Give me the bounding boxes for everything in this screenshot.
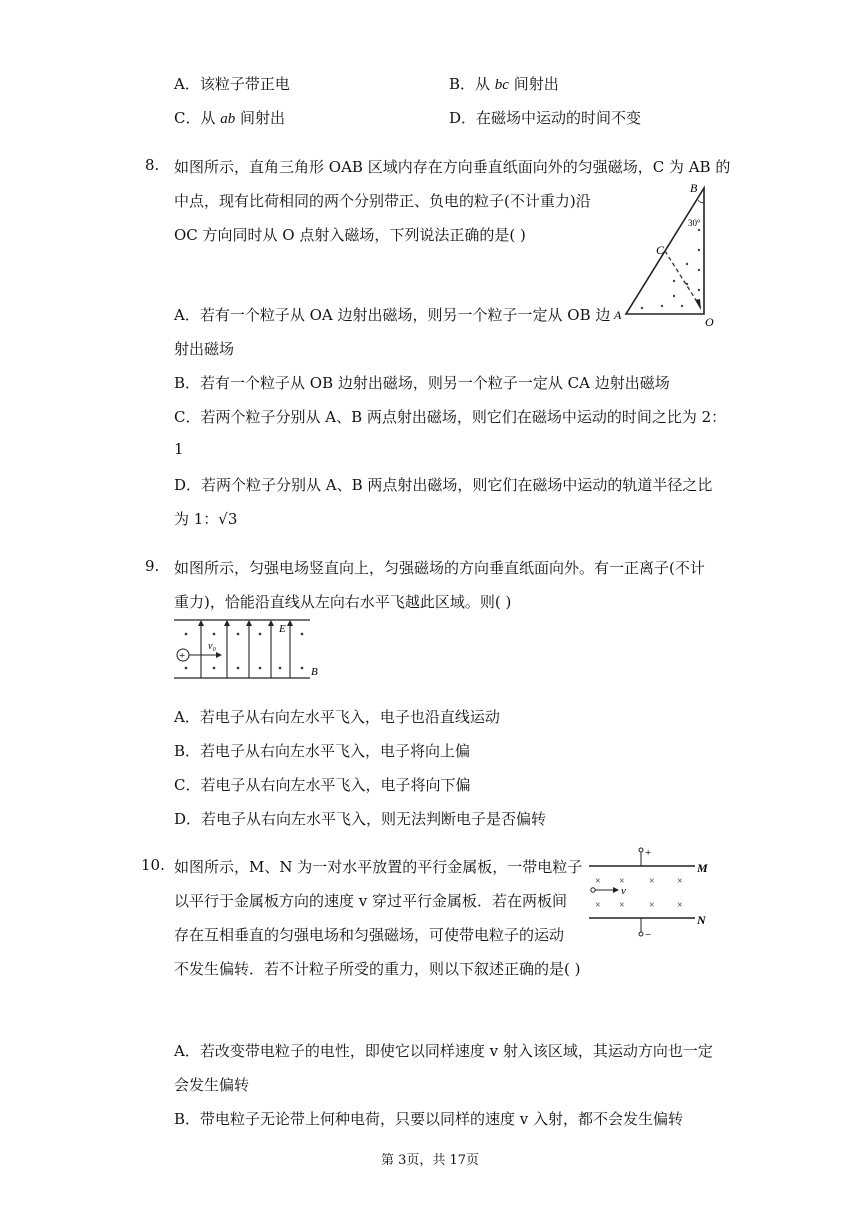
- q9-label-v0: v₀: [208, 641, 216, 652]
- q10-stem-line4: 不发生偏转．若不计粒子所受的重力，则以下叙述正确的是( ): [174, 960, 581, 978]
- q10-option-a-line1: A．若改变带电粒子的电性，即使它以同样速度 v 射入该区域，其运动方向也一定: [174, 1042, 713, 1060]
- q9-option-b: B．若电子从右向左水平飞入，电子将向上偏: [174, 742, 471, 760]
- q9-label-e: E: [279, 623, 286, 635]
- q9-label-b: B: [311, 666, 318, 678]
- q10-stem-line2: 以平行于金属板方向的速度 v 穿过平行金属板．若在两板间: [174, 892, 568, 910]
- q8-triangle-figure: [612, 178, 718, 330]
- q9-label-plus: +: [179, 650, 186, 662]
- q8-label-o: O: [705, 315, 714, 329]
- svg-text:×: ×: [649, 876, 655, 887]
- svg-text:×: ×: [595, 900, 601, 911]
- q8-label-angle: 30°: [688, 218, 701, 228]
- q10-plates-figure: [585, 846, 715, 938]
- q9-number: 9.: [145, 557, 160, 575]
- q9-option-c: C．若电子从右向左水平飞入，电子将向下偏: [174, 776, 471, 794]
- q8-stem-line1: 如图所示，直角三角形 OAB 区域内存在方向垂直纸面向外的匀强磁场，C 为 AB 的: [174, 158, 731, 176]
- q9-stem-line2: 重力)，恰能沿直线从左向右水平飞越此区域。则( ): [174, 593, 512, 611]
- q10-stem-line1: 如图所示，M、N 为一对水平放置的平行金属板，一带电粒子: [174, 858, 583, 876]
- q10-number: 10.: [141, 856, 165, 874]
- q8-label-b: B: [690, 181, 698, 195]
- q10-label-m: M: [697, 861, 708, 875]
- q8-stem-line3: OC 方向同时从 O 点射入磁场，下列说法正确的是( ): [174, 226, 526, 244]
- q8-label-a: A: [614, 308, 622, 322]
- q9-stem-line1: 如图所示，匀强电场竖直向上，匀强磁场的方向垂直纸面向外。有一正离子(不计: [174, 559, 705, 577]
- q7-option-a: A．该粒子带正电: [174, 75, 290, 93]
- svg-text:×: ×: [677, 900, 683, 911]
- svg-text:×: ×: [677, 876, 683, 887]
- svg-text:×: ×: [619, 900, 625, 911]
- q8-option-b: B．若有一个粒子从 OB 边射出磁场，则另一个粒子一定从 CA 边射出磁场: [174, 374, 670, 392]
- svg-text:×: ×: [649, 900, 655, 911]
- q10-label-v: v: [621, 885, 626, 897]
- q8-stem-line2: 中点，现有比荷相同的两个分别带正、负电的粒子(不计重力)沿: [174, 192, 591, 210]
- q7-option-b: B．从 bc 间射出: [449, 75, 559, 93]
- q10-label-n: N: [697, 913, 706, 927]
- svg-text:×: ×: [595, 876, 601, 887]
- q7-option-c: C．从 ab 间射出: [174, 109, 286, 127]
- page-footer: 第 3页，共 17页: [380, 1153, 480, 1168]
- q8-option-d-line2: 为 1：√3: [174, 510, 238, 528]
- q10-label-minus: −: [645, 929, 652, 938]
- q10-option-a-line2: 会发生偏转: [174, 1076, 250, 1094]
- q8-option-c-line2: 1: [174, 440, 184, 458]
- q8-option-d-line1: D．若两个粒子分别从 A、B 两点射出磁场，则它们在磁场中运动的轨道半径之比: [174, 476, 713, 494]
- q9-field-figure: [172, 614, 322, 684]
- q7-option-d: D．在磁场中运动的时间不变: [449, 109, 642, 127]
- q8-number: 8.: [145, 156, 160, 174]
- svg-text:×: ×: [619, 876, 625, 887]
- q10-stem-line3: 存在互相垂直的匀强电场和匀强磁场，可使带电粒子的运动: [174, 926, 565, 944]
- q9-option-d: D．若电子从右向左水平飞入，则无法判断电子是否偏转: [174, 810, 547, 828]
- q9-option-a: A．若电子从右向左水平飞入，电子也沿直线运动: [174, 708, 500, 726]
- q8-option-c-line1: C．若两个粒子分别从 A、B 两点射出磁场，则它们在磁场中运动的时间之比为 2：: [174, 408, 727, 426]
- q8-label-c: C: [656, 243, 665, 257]
- q8-option-a-line1: A．若有一个粒子从 OA 边射出磁场，则另一个粒子一定从 OB 边: [174, 306, 611, 324]
- q10-label-plus: +: [645, 847, 652, 859]
- q10-option-b: B．带电粒子无论带上何种电荷，只要以同样的速度 v 入射，都不会发生偏转: [174, 1110, 684, 1128]
- q8-option-a-line2: 射出磁场: [174, 340, 235, 358]
